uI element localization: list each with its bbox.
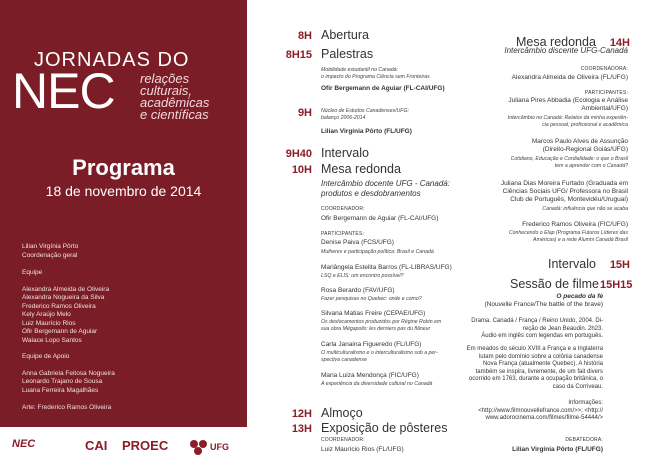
ufg-logo: UFG	[210, 442, 229, 452]
talk2-speaker: Lilian Virgínia Pôrto (FL/UFG)	[321, 128, 412, 135]
support-team-block: Equipe de Apoio Anna Gabriela Feitosa Nogueira Leonardo Trajano de Sousa Luana Ferreira Magalhães	[22, 353, 115, 394]
mesa1-participant-name: Maria Luiza Mendonça (FIC/UFG)	[321, 372, 419, 379]
posteres-coord-name: Luiz Maurício Rios (FL/UFG)	[321, 446, 404, 453]
proec-logo: PROEC	[122, 438, 169, 453]
time-mesa1: 10H	[291, 164, 312, 176]
mesa2-participant-talk: Conhecendo o Elap (Programa Futuros Líderes das Américas) e a rede Alumni Canadá Brasil	[508, 230, 628, 243]
debate-label: DEBATEDORA:	[565, 437, 603, 443]
palestras-title: Palestras	[321, 47, 374, 61]
film-info: Informações: <http://www.filmnouvellefrance.com/>>; <http:// www.adorocinema.com/filmes/filme-54444/>	[466, 400, 603, 423]
mesa2-participant-talk: Cotidiano, Educação e Cordialidade: o que o Brasil tem a aprender com o Canadá?	[510, 156, 628, 169]
posteres-coord-label: COORDENADOR:	[321, 437, 365, 443]
time-palestras: 8H15	[285, 49, 312, 61]
time-abertura: 8H	[297, 30, 312, 42]
mesa1-participant-talk: A experiência da diversidade cultural no Canadá	[321, 381, 433, 387]
talk2-title: Núcleo de Estudos Canadenses/UFG: balanço 2006-2014	[321, 108, 409, 121]
mesa1-coord-name: Ofir Bergemann de Aguiar (FL-CAI/UFG)	[321, 215, 439, 222]
nec-logo: NEC	[12, 438, 36, 450]
intervalo1-title: Intervalo	[321, 146, 369, 160]
program-date: 18 de novembro de 2014	[45, 183, 202, 199]
mesa1-participant-talk: Mulheres e participação política: Brasil e Canadá	[321, 249, 434, 255]
brand-top: JORNADAS DO	[34, 49, 190, 71]
mesa2-coord-label: COORDENADORA:	[580, 66, 628, 72]
mesa2-participant-name: Marcos Paulo Alves de Assunção (Direito-Regional Goiás/UFG)	[531, 138, 628, 153]
abertura-title: Abertura	[321, 28, 369, 42]
mesa1-participant-talk: Os deslocamentos produzidos por Régine Robin em sua obra Mégapolis: les derniers pas du flâneur	[321, 319, 442, 332]
mesa1-participant-talk: O multiculturalismo e o interculturalismo sob a per- spectiva canadense	[321, 350, 438, 363]
mesa1-coord-label: COORDENADOR:	[321, 206, 365, 212]
talk1-speaker: Ofir Bergemann de Aguiar (FL-CAI/UFG)	[321, 85, 445, 92]
mesa2-participant-name: Frederico Ramos Oliveira (FIC/UFG)	[522, 221, 628, 228]
brand-nec: NEC	[12, 63, 115, 119]
time-almoco: 12H	[291, 408, 312, 420]
mesa1-part-label: PARTICIPANTES:	[321, 231, 365, 237]
art-credit: Arte: Frederico Ramos Oliveira	[22, 404, 112, 411]
mesa1-subtitle: Intercâmbio docente UFG - Canadá: produtos e desdobramentos	[321, 179, 450, 198]
mesa1-participant-talk: LSQ e ELIS: um encontro possível?	[321, 273, 404, 279]
mesa2-participant-talk: Intercâmbio no Canadá: Relatos da minha experiên- cia pessoal, profissional e acadêmica	[507, 115, 628, 128]
ufg-logo-mark	[190, 440, 208, 454]
mesa2-title: Mesa redonda	[516, 35, 596, 49]
mesa1-participant-name: Denise Paiva (FCS/UFG)	[321, 239, 394, 246]
film-original-title: (Nouvelle France/The battle of the brave)	[484, 301, 603, 308]
time-filme: 15H15	[600, 279, 633, 291]
mesa2-participant-talk: Canadá: influência que não se acaba	[542, 206, 628, 212]
film-link[interactable]: <http://www.filmnouvellefrance.com/>>; <http://	[478, 407, 603, 414]
time-mesa2: 14H	[609, 37, 630, 49]
mesa1-title: Mesa redonda	[321, 162, 401, 176]
filme-title: Sessão de filme	[510, 277, 599, 291]
time-intervalo2: 15H	[609, 259, 630, 271]
coordination-block: Lilian Virgínia Pôrto Coordenação geral	[22, 243, 79, 259]
brand-tagline: relações culturais, acadêmicas e científicas	[140, 71, 210, 122]
mesa1-participant-name: Silvana Matias Freire (CEPAE/UFG)	[321, 310, 426, 317]
film-details: Drama. Canadá / França / Reino Unido, 2004. Di- reção de Jean Beaudin. 2h23. Áudio em inglês com legendas em português.	[471, 318, 603, 339]
talk1-title: Mobilidade estudantil no Canadá: o impacto do Programa Ciência sem Fronteiras	[321, 67, 430, 80]
mesa2-participant-name: Juliana Pires Abbadia (Ecologia e Análise Ambiental/UFG)	[508, 97, 628, 112]
intervalo2-title: Intervalo	[548, 257, 596, 271]
time-posteres: 13H	[291, 423, 312, 435]
almoco-title: Almoço	[321, 406, 363, 420]
cai-logo: CAI	[85, 438, 108, 453]
mesa2-participant-name: Juliana Dias Moreira Furtado (Graduada em Ciências Sociais UFG/ Professora no Brasil Club de Português, Montevidéu/Uruguai)	[500, 180, 628, 203]
mesa2-subtitle: Intercâmbio discente UFG-Canadá	[504, 46, 628, 55]
time-intervalo1: 9H40	[285, 148, 312, 160]
mesa1-participant-name: Carla Janaina Figueredo (FL/UFG)	[321, 341, 422, 348]
debate-name: Lilian Virgínia Pôrto (FL/UFG)	[512, 446, 603, 453]
mesa1-participant-name: Mariângela Estelita Barros (FL-LIBRAS/UFG)	[321, 264, 452, 271]
left-panel	[0, 0, 247, 427]
film-synopsis: Em meados do século XVIII a França e a Inglaterra lutam pelo domínio sobre a colônia canadense Nova França (atualmente Quebec). A história também se inspira, livremente, de um fait divers ocorrido em 1763, durante a ocupação britânica, o caso da Corriveau.	[466, 346, 603, 390]
mesa2-coord-name: Alexandra Almeida de Oliveira (FL/UFG)	[511, 74, 628, 81]
program-title: Programa	[72, 155, 175, 180]
film-link[interactable]: www.adorocinema.com/filmes/filme-54444/>	[485, 415, 603, 421]
mesa1-participant-name: Rosa Berardo (FAV/UFG)	[321, 287, 395, 294]
team-block: Equipe Alexandra Almeida de Oliveira Alexandra Nogueira da Silva Frederico Ramos Oliveira Kely Araújo Melo Luiz Maurício Rios Ofir Bergemann de Aguiar Walace Lopo Santos	[22, 269, 110, 344]
posteres-title: Exposição de pôsteres	[321, 421, 448, 435]
film-title: O pecado da fé	[556, 293, 603, 300]
time-talk2: 9H	[297, 107, 312, 119]
mesa1-participant-talk: Fazer pesquisas no Quebec: onde e como?	[321, 296, 422, 302]
mesa2-part-label: PARTICIPANTES:	[584, 90, 628, 96]
